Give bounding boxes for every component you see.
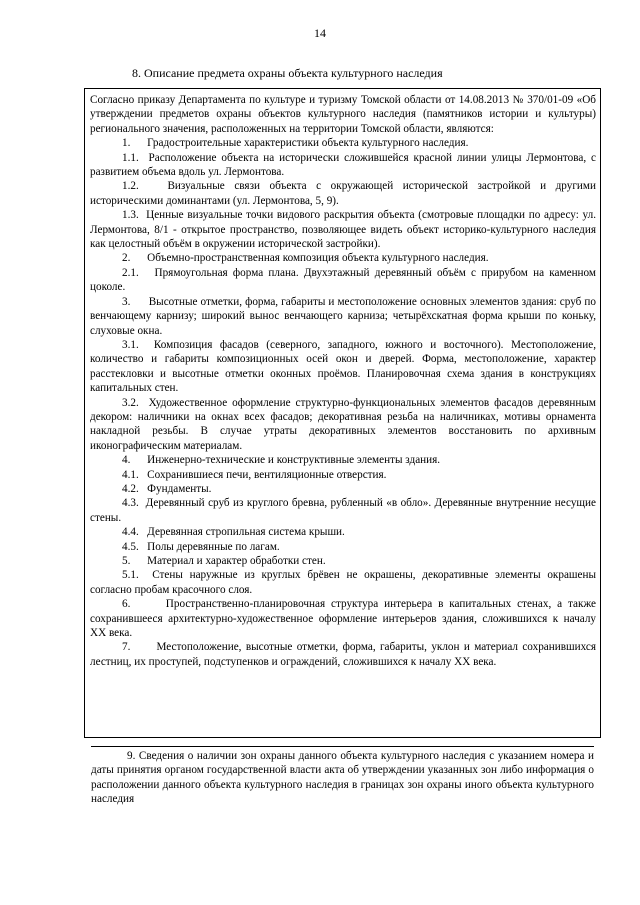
intro-paragraph: Согласно приказу Департамента по культуре и туризму Томской области от 14.08.2013 № 370/01-09 «Об утверждении предметов охраны объектов культурного наследия (памятников истории и культуры) регионального значения, расположенных на территории Томской области, являются: [90, 94, 596, 135]
list-item: 4.1. Сохранившиеся печи, вентиляционные отверстия. [122, 468, 387, 481]
list-item: 2.1. Прямоугольная форма плана. Двухэтажный деревянный объём с прирубом на каменном цоколе. [90, 266, 596, 294]
list-item: 6. Пространственно-планировочная структура интерьера в капитальных стенах, а также сохранившееся архитектурно-художественное оформление интерьеров здания, сложившихся к началу XX века. [90, 598, 596, 640]
list-item: 4.5. Полы деревянные по лагам. [122, 540, 280, 553]
list-item: 4.2. Фундаменты. [122, 482, 212, 495]
list-item: 1.1. Расположение объекта на исторически сложившейся красной линии улицы Лермонтова, с развитием объема вдоль ул. Лермонтова. [90, 151, 596, 179]
section-9-text: 9. Сведения о наличии зон охраны данного объекта культурного наследия с указанием номера и даты принятия органом государственной власти акта об утверждении указанных зон либо информация о расположении данного объекта культурного наследия в границах зон охраны иного объекта культурного наследия [91, 750, 594, 806]
list-item: 4. Инженерно-технические и конструктивные элементы здания. [122, 454, 441, 467]
list-item: 5.1. Стены наружные из круглых брёвен не окрашены, декоративные элементы окрашены согласно пробам красочного слоя. [90, 569, 596, 596]
list-item: 5. Материал и характер обработки стен. [122, 555, 326, 567]
section-8-content-box [84, 88, 601, 738]
list-item: 4.4. Деревянная стропильная система крыши. [122, 526, 345, 539]
list-item: 2. Объемно-пространственная композиция объекта культурного наследия. [122, 252, 489, 265]
list-item: 4.3. Деревянный сруб из круглого бревна, рубленный «в обло». Деревянные внутренние несущие стены. [90, 497, 596, 524]
list-item: 7. Местоположение, высотные отметки, форма, габариты, уклон и материал сохранившихся лестниц, их проступей, подступенков и ограждений, сложившихся к началу XX века. [90, 641, 596, 668]
list-item: 1. Градостроительные характеристики объекта культурного наследия. [122, 137, 469, 150]
list-item: 1.2. Визуальные связи объекта с окружающей исторической застройкой и другими историческими доминантами (ул. Лермонтова, 5, 9). [90, 180, 596, 207]
section-8-title: 8. Описание предмета охраны объекта культурного наследия [132, 66, 443, 80]
list-item: 3.2. Художественное оформление структурно-функциональных элементов фасадов деревянным декором: наличники на окнах всех фасадов; декоративная резьба на наличниках, мотивы орнамента накладной резьбы. В случае утраты декоративных элементов восстановить по архивным иконографическим материалам. [90, 396, 596, 452]
list-item: 1.3. Ценные визуальные точки видового раскрытия объекта (смотровые площадки по адресу: ул. Лермонтова, 8/1 - открытое пространство, позволяющее видеть объект историко-культурного наследия как целостный объём в окружении исторической застройки). [90, 209, 596, 251]
list-item: 3. Высотные отметки, форма, габариты и местоположение основных элементов здания: сруб по венчающему карнизу; широкий вынос венчающего карниза; четырёхскатная форма крыши по коньку, слуховые окна. [90, 295, 596, 337]
list-item: 3.1. Композиция фасадов (северного, западного, южного и восточного). Местоположение, количество и габариты композиционных осей окон и дверей. Форма, местоположение, характер расстекловки и высотные отметки оконных проёмов. Планировочная схема здания в конструкциях капитальных стен. [90, 338, 596, 395]
page-number: 14 [314, 26, 326, 40]
section-9 [91, 746, 594, 807]
